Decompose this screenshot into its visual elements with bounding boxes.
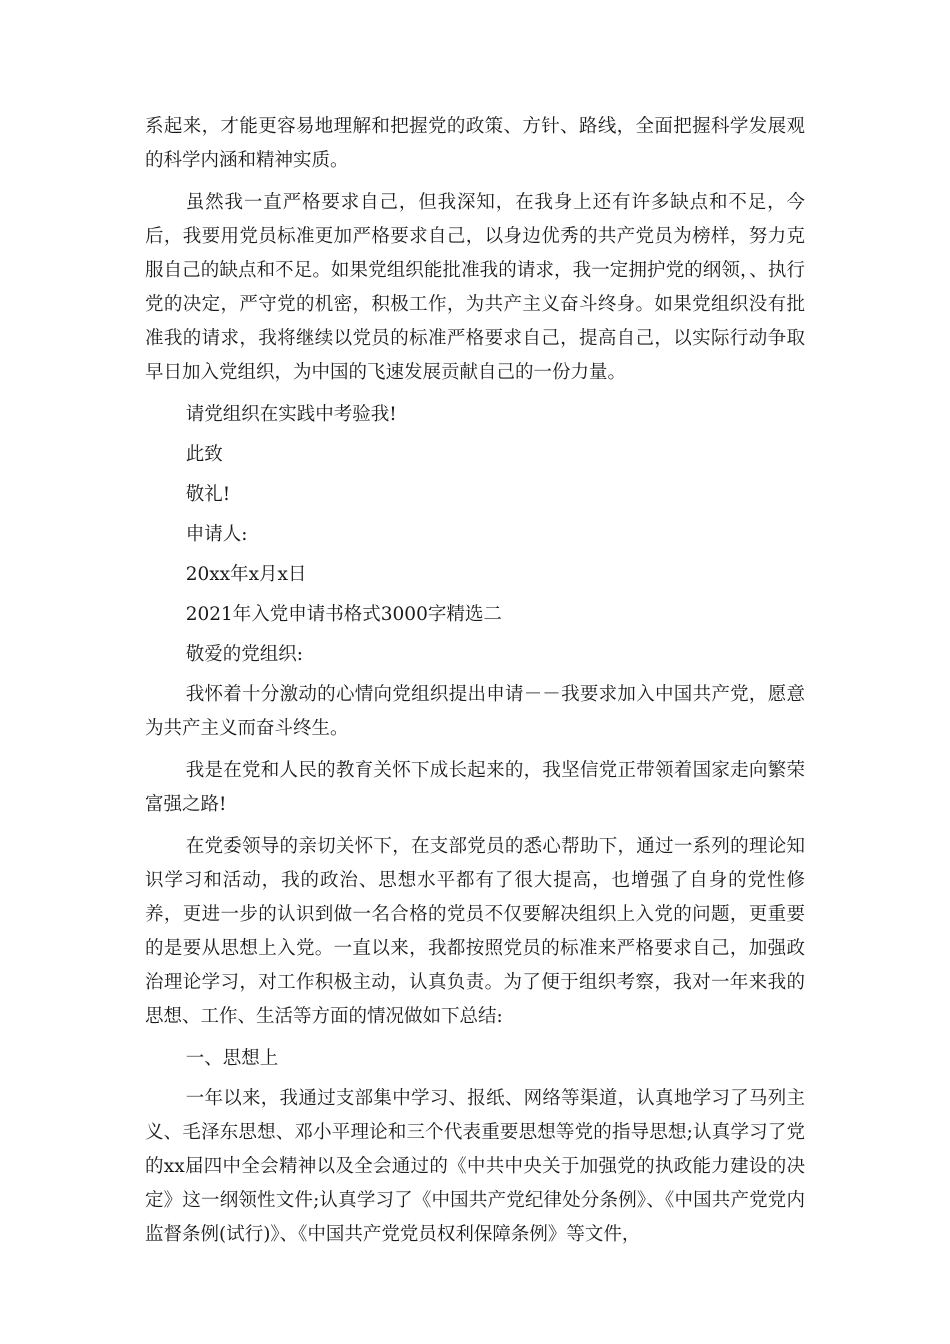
salutation-line: 敬礼!: [185, 484, 231, 505]
subsection-heading: 一、思想上: [185, 1048, 279, 1069]
paragraph: 系起来，才能更容易地理解和把握党的政策、方针、路线，全面把握科学发展观的科学内涵和精神实质。: [145, 116, 805, 171]
date-line: 20xx年x月x日: [185, 564, 307, 585]
closing-line: 请党组织在实践中考验我!: [185, 404, 397, 425]
greeting-line: 敬爱的党组织:: [185, 644, 303, 665]
section-title: 2021年入党申请书格式3000字精选二: [185, 604, 502, 625]
document-page: [145, 110, 805, 1260]
paragraph: 我怀着十分激动的心情向党组织提出申请－－我要求加入中国共产党，愿意为共产主义而奋斗终生。: [145, 684, 805, 739]
paragraph: 一年以来，我通过支部集中学习、报纸、网络等渠道，认真地学习了马列主义、毛泽东思想、邓小平理论和三个代表重要思想等党的指导思想;认真学习了党的xx届四中全会精神以及全会通过的《中共中央关于加强党的执政能力建设的决定》这一纲领性文件;认真学习了《中国共产党纪律处分条例》、《中国共产党党内监督条例(试行)》、《中国共产党党员权利保障条例》等文件，: [145, 1088, 805, 1245]
paragraph: 我是在党和人民的教育关怀下成长起来的，我坚信党正带领着国家走向繁荣富强之路!: [145, 760, 805, 815]
salutation-line: 此致: [185, 444, 223, 465]
applicant-line: 申请人:: [185, 524, 248, 545]
paragraph: 虽然我一直严格要求自己，但我深知，在我身上还有许多缺点和不足，今后，我要用党员标准更加严格要求自己，以身边优秀的共产党员为榜样，努力克服自己的缺点和不足。如果党组织能批准我的请求，我一定拥护党的纲领，、执行党的决定，严守党的机密，积极工作，为共产主义奋斗终身。如果党组织没有批准我的请求，我将继续以党员的标准严格要求自己，提高自己，以实际行动争取早日加入党组织，为中国的飞速发展贡献自己的一份力量。: [145, 192, 805, 383]
paragraph: 在党委领导的亲切关怀下，在支部党员的悉心帮助下，通过一系列的理论知识学习和活动，我的政治、思想水平都有了很大提高，也增强了自身的党性修养，更进一步的认识到做一名合格的党员不仅要解决组织上入党的问题，更重要的是要从思想上入党。一直以来，我都按照党员的标准来严格要求自己，加强政治理论学习，对工作积极主动，认真负责。为了便于组织考察，我对一年来我的思想、工作、生活等方面的情况做如下总结:: [145, 836, 805, 1027]
